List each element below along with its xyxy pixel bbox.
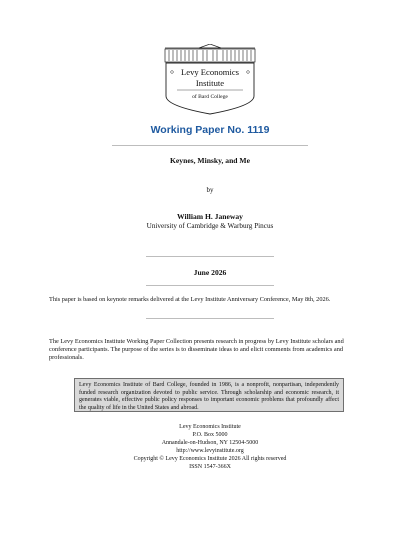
building-crest-icon bbox=[163, 44, 257, 116]
address-po-box: P.O. Box 5000 bbox=[192, 432, 228, 438]
website-link[interactable]: http://www.levyinstitute.org bbox=[176, 448, 244, 454]
series-description: The Levy Economics Institute Working Paper Collection presents research in progress by Levy Institute scholars and conference participants. The purpose of the series is to disseminate ideas to and elicit comments from academics and professionals. bbox=[49, 338, 344, 361]
author-name: William H. Janeway bbox=[177, 212, 243, 221]
logo-line-1: Levy Economics bbox=[181, 67, 239, 77]
divider bbox=[112, 145, 308, 146]
issn-text: ISSN 1547-366X bbox=[189, 464, 231, 470]
divider bbox=[146, 285, 274, 286]
address-city: Annandale-on-Hudson, NY 12504-5000 bbox=[161, 440, 259, 446]
author-affiliation: University of Cambridge & Warburg Pincus bbox=[146, 222, 274, 230]
address-name: Levy Economics Institute bbox=[179, 424, 241, 430]
paper-title: Keynes, Minsky, and Me bbox=[170, 156, 250, 165]
working-paper-number: Working Paper No. 1119 bbox=[150, 124, 270, 136]
divider bbox=[146, 318, 274, 319]
logo-line-3: of Bard College bbox=[192, 94, 228, 100]
keynote-note: This paper is based on keynote remarks delivered at the Levy Institute Anniversary Conference, May 8th, 2026. bbox=[49, 296, 331, 303]
copyright-text: Copyright © Levy Economics Institute 2026 All rights reserved bbox=[133, 456, 287, 462]
levy-institute-logo bbox=[163, 44, 257, 116]
logo-line-2: Institute bbox=[195, 78, 225, 88]
divider bbox=[146, 256, 274, 257]
publication-date: June 2026 bbox=[193, 268, 227, 277]
about-institute-box: Levy Economics Institute of Bard College, founded in 1986, is a nonprofit, nonpartisan, independently funded research organization devoted to public service. Through scholarship and economic research, it generates viable, effective public policy responses to important economic problems that profoundly affect the quality of life in the United States and abroad. bbox=[74, 378, 344, 412]
by-label: by bbox=[206, 186, 214, 194]
